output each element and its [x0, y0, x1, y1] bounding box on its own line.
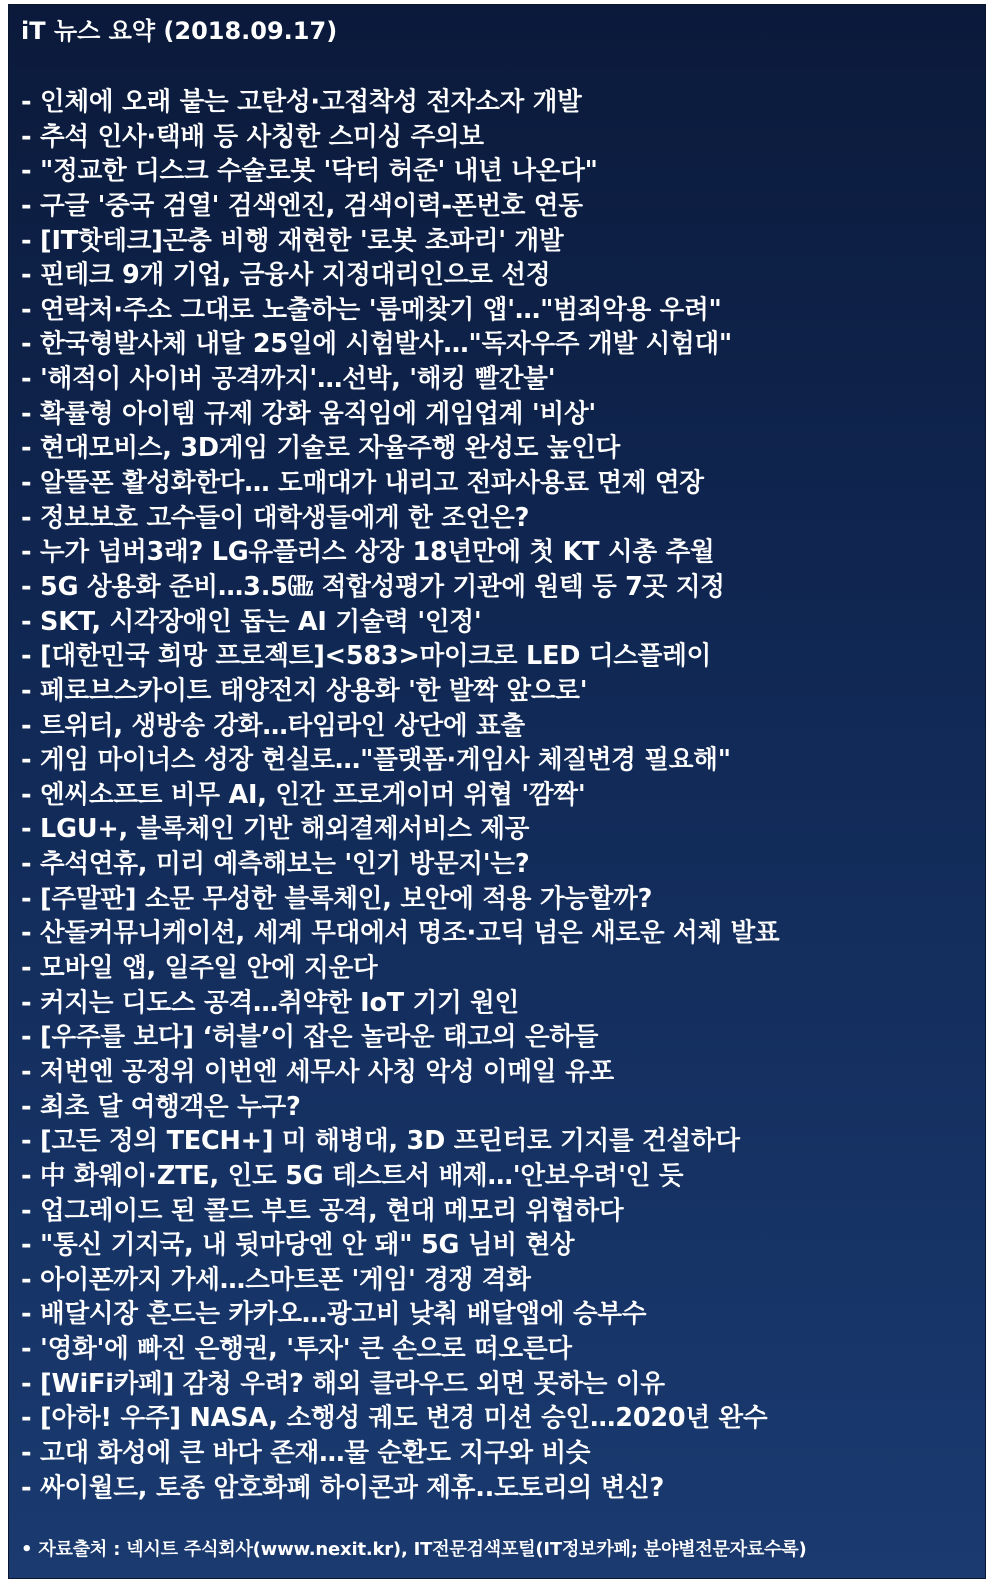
news-item: - 추석 인사·택배 등 사칭한 스미싱 주의보: [21, 121, 484, 152]
source-footer: • 자료출처 : 넥시트 주식회사(www.nexit.kr), IT전문검색포털(IT정보카페; 분야별전문자료수록): [21, 1539, 807, 1560]
news-item: - [고든 정의 TECH+] 미 해병대, 3D 프린터로 기지를 건설하다: [21, 1126, 740, 1157]
news-item: - 누가 넘버3래? LG유플러스 상장 18년만에 첫 KT 시총 추월: [21, 537, 715, 568]
news-item: - 페로브스카이트 태양전지 상용화 '한 발짝 앞으로': [21, 675, 588, 706]
news-item: - SKT, 시각장애인 돕는 AI 기술력 '인정': [21, 606, 482, 637]
news-item: - [IT핫테크]곤충 비행 재현한 '로봇 초파리' 개발: [21, 225, 564, 256]
news-item: - 아이폰까지 가세…스마트폰 '게임' 경쟁 격화: [21, 1264, 531, 1295]
news-summary-panel: [8, 4, 986, 1579]
news-item: - 트위터, 생방송 강화…타임라인 상단에 표출: [21, 710, 525, 741]
news-item: - "정교한 디스크 수술로봇 '닥터 허준' 내년 나온다": [21, 156, 598, 187]
news-item: - 확률형 아이템 규제 강화 움직임에 게임업계 '비상': [21, 398, 597, 429]
news-item: - 저번엔 공정위 이번엔 세무사 사칭 악성 이메일 유포: [21, 1056, 614, 1087]
news-item: - [WiFi카페] 감청 우려? 해외 클라우드 외면 못하는 이유: [21, 1368, 665, 1399]
news-item: - 싸이월드, 토종 암호화폐 하이콘과 제휴..도토리의 변신?: [21, 1472, 665, 1503]
news-item: - 5G 상용화 준비…3.5㎓ 적합성평가 기관에 원텍 등 7곳 지정: [21, 571, 725, 602]
news-item: - '해적이 사이버 공격까지'…선박, '해킹 빨간불': [21, 364, 556, 395]
news-item: - 알뜰폰 활성화한다… 도매대가 내리고 전파사용료 면제 연장: [21, 468, 704, 499]
news-item: - 산돌커뮤니케이션, 세계 무대에서 명조·고딕 넘은 새로운 서체 발표: [21, 918, 780, 949]
news-item: - [주말판] 소문 무성한 블록체인, 보안에 적용 가능할까?: [21, 883, 653, 914]
news-item: - 배달시장 흔드는 카카오…광고비 낮춰 배달앱에 승부수: [21, 1299, 647, 1330]
news-item: - 게임 마이너스 성장 현실로…"플랫폼·게임사 체질변경 필요해": [21, 745, 731, 776]
page-title: iT 뉴스 요약 (2018.09.17): [21, 17, 338, 45]
news-item: - 핀테크 9개 기업, 금융사 지정대리인으로 선정: [21, 260, 551, 291]
news-list: [21, 85, 779, 1505]
news-item: - 엔씨소프트 비무 AI, 인간 프로게이머 위협 '깜짝': [21, 779, 586, 810]
news-item: - 현대모비스, 3D게임 기술로 자율주행 완성도 높인다: [21, 433, 621, 464]
news-item: - [아하! 우주] NASA, 소행성 궤도 변경 미션 승인…2020년 완수: [21, 1403, 768, 1434]
news-item: - '영화'에 빠진 은행권, '투자' 큰 손으로 떠오른다: [21, 1334, 572, 1365]
news-item: - 인체에 오래 붙는 고탄성·고접착성 전자소자 개발: [21, 87, 582, 117]
news-item: - [우주를 보다] ‘허블’이 잡은 놀라운 태고의 은하들: [21, 1022, 599, 1053]
news-item: - "통신 기지국, 내 뒷마당엔 안 돼" 5G 님비 현상: [21, 1230, 575, 1261]
news-item: - LGU+, 블록체인 기반 해외결제서비스 제공: [21, 814, 530, 845]
news-item: - 구글 '중국 검열' 검색엔진, 검색이력-폰번호 연동: [21, 190, 583, 221]
news-item: - 고대 화성에 큰 바다 존재…물 순환도 지구와 비슷: [21, 1437, 591, 1468]
news-item: - 업그레이드 된 콜드 부트 공격, 현대 메모리 위협하다: [21, 1195, 624, 1226]
news-item: - 추석연휴, 미리 예측해보는 '인기 방문지'는?: [21, 849, 530, 880]
news-item: - [대한민국 희망 프로젝트]<583>마이크로 LED 디스플레이: [21, 641, 712, 672]
news-item: - 정보보호 고수들이 대학생들에게 한 조언은?: [21, 502, 530, 533]
news-item: - 한국형발사체 내달 25일에 시험발사…"독자우주 개발 시험대": [21, 329, 732, 360]
news-item: - 연락처·주소 그대로 노출하는 '룸메찾기 앱'…"범죄악용 우려": [21, 294, 722, 325]
news-item: - 中 화웨이·ZTE, 인도 5G 테스트서 배제…'안보우려'인 듯: [21, 1160, 684, 1191]
news-item: - 최초 달 여행객은 누구?: [21, 1091, 301, 1122]
news-item: - 커지는 디도스 공격…취약한 IoT 기기 원인: [21, 987, 520, 1018]
news-item: - 모바일 앱, 일주일 안에 지운다: [21, 953, 378, 984]
